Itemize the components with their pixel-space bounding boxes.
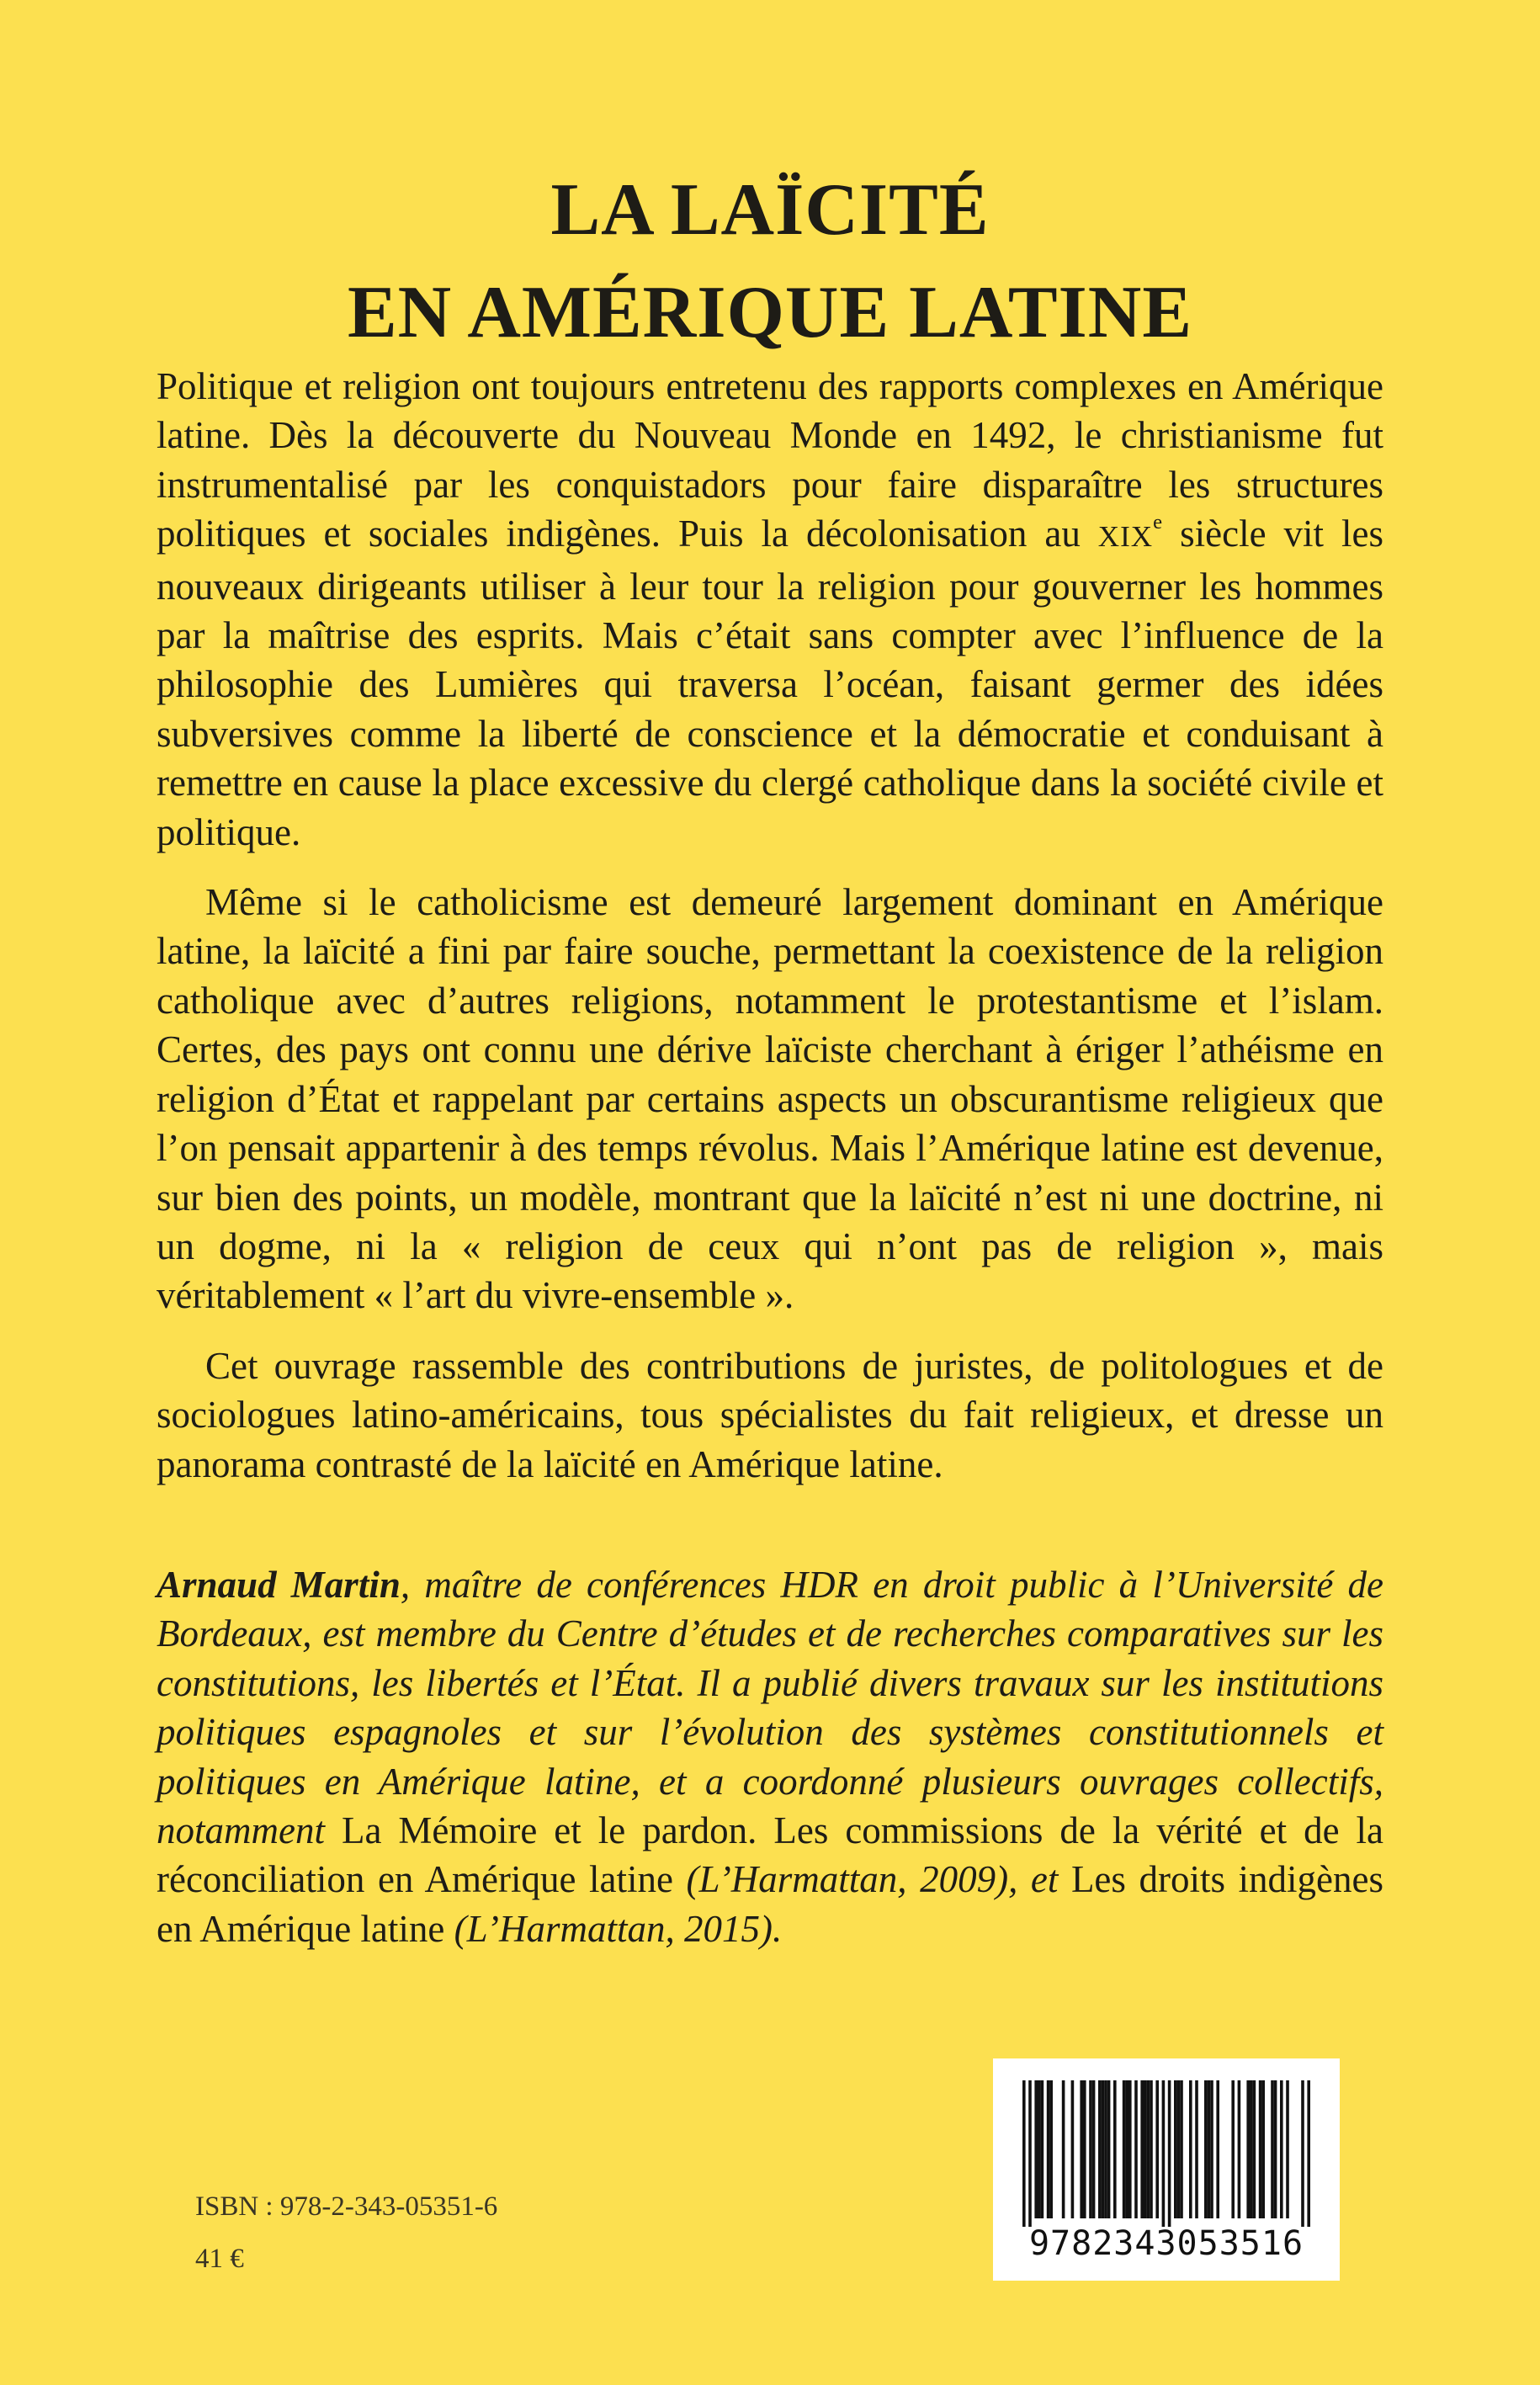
- title-line-1: LA LAÏCITÉ: [550, 168, 990, 251]
- barcode-bars-icon: [993, 2058, 1340, 2227]
- barcode-bar: [1080, 2080, 1083, 2218]
- barcode-bar: [1102, 2080, 1105, 2218]
- barcode-bar: [1047, 2080, 1050, 2218]
- barcode-digits: 9782343053516: [1028, 2224, 1304, 2263]
- barcode-bar: [1123, 2080, 1126, 2218]
- back-cover-blurb: [157, 362, 1383, 1489]
- book-publisher-2: (L’Harmattan, 2015).: [444, 1907, 783, 1950]
- barcode-bar: [1150, 2080, 1153, 2218]
- barcode-bar: [1216, 2080, 1219, 2218]
- blurb-paragraph-1: [157, 362, 1383, 857]
- barcode-bar: [1189, 2080, 1192, 2218]
- barcode-bar: [1238, 2080, 1241, 2218]
- barcode-bar: [1177, 2080, 1181, 2218]
- barcode-bar: [1253, 2080, 1256, 2218]
- barcode-bar: [1180, 2080, 1183, 2218]
- barcode-bar: [1049, 2080, 1053, 2218]
- author-name: Arnaud Martin: [157, 1564, 401, 1606]
- book-title: [0, 159, 1540, 364]
- barcode-bar: [1089, 2080, 1092, 2218]
- barcode-bar: [1107, 2080, 1111, 2218]
- barcode-bar: [1104, 2080, 1107, 2218]
- price-text: 41 €: [195, 2244, 244, 2274]
- barcode-bar: [1195, 2080, 1198, 2218]
- barcode-bar: [1155, 2080, 1159, 2218]
- blurb-p1-end: siècle vit les nouveaux dirigeants utiliser à leur tour la religion pour gouverner les hommes par la maîtrise des esprits. Mais c’était sans compter avec l’influence de la philosophie des Lumières qui traversa l’océan, faisant germer des idées subversives comme la liberté de conscience et la démocratie et conduisant à remettre en cause la place excessive du clergé catholique dans la société civile et politique.: [157, 513, 1383, 853]
- barcode-bar: [1134, 2080, 1138, 2218]
- barcode-bar: [1140, 2080, 1144, 2218]
- barcode-bar: [1174, 2080, 1177, 2218]
- barcode-bar: [1231, 2080, 1235, 2218]
- barcode-bar: [1038, 2080, 1041, 2218]
- barcode-bar: [1301, 2080, 1304, 2227]
- barcode-bar: [1083, 2080, 1086, 2218]
- isbn-text: ISBN : 978-2-343-05351-6: [195, 2191, 498, 2222]
- century-roman-numeral: XIX: [1097, 520, 1154, 554]
- book-publisher-1: (L’Harmattan, 2009), et: [672, 1858, 1071, 1901]
- barcode-bar: [1041, 2080, 1044, 2218]
- barcode-bar: [1071, 2080, 1075, 2218]
- barcode-bar: [1034, 2080, 1038, 2218]
- barcode-bar: [1208, 2080, 1211, 2218]
- barcode-bar: [1022, 2080, 1026, 2227]
- barcode-bar: [1028, 2080, 1032, 2227]
- title-line-2: EN AMÉRIQUE LATINE: [347, 271, 1193, 353]
- barcode-bar: [1259, 2080, 1262, 2218]
- barcode-bar: [1210, 2080, 1213, 2218]
- barcode-bar: [1147, 2080, 1150, 2218]
- barcode-bar: [1144, 2080, 1147, 2218]
- barcode-bar: [1274, 2080, 1277, 2218]
- barcode-bar: [1128, 2080, 1132, 2218]
- book-title-1: La Mémoire et le pardon. Les commissions de la vérité et de la réconciliation en Amérique latine: [157, 1809, 1383, 1901]
- barcode-bar: [1246, 2080, 1250, 2218]
- barcode-bar: [1092, 2080, 1096, 2218]
- blurb-p1-start: Politique et religion ont toujours entretenu des rapports complexes en Amérique latine. Dès la découverte du Nouveau Monde en 1492, le christianisme fut instrumentalisé par les conquistadors pour faire disparaître les structures politiques et sociales indigènes. Puis la décolonisation au: [157, 365, 1383, 555]
- barcode-bar: [1250, 2080, 1253, 2218]
- book-title-2: Les droits indigènes en Amérique latine: [157, 1858, 1383, 1950]
- author-bio: [157, 1560, 1383, 1953]
- barcode-bar: [1098, 2080, 1102, 2218]
- barcode-bar: [1204, 2080, 1208, 2218]
- barcode: [993, 2058, 1340, 2281]
- author-bio-text: , maître de conférences HDR en droit public à l’Université de Bordeaux, est membre du Centre d’études et de recherches comparatives sur les constitutions, les libertés et l’État. Il a publié divers travaux sur les institutions politiques espagnoles et sur l’évolution des systèmes constitutionnels et politiques en Amérique latine, et a coordonné plusieurs ouvrages collectifs, notamment: [157, 1564, 1383, 1852]
- century-superscript: e: [1153, 511, 1163, 534]
- barcode-bar: [1307, 2080, 1310, 2227]
- barcode-bar: [1280, 2080, 1283, 2218]
- barcode-bar: [1286, 2080, 1289, 2218]
- barcode-bar: [1062, 2080, 1065, 2218]
- blurb-paragraph-3: Cet ouvrage rassemble des contributions de juristes, de politologues et de sociologues latino-américains, tous spécialistes du fait religieux, et dresse un panorama contrasté de la laïcité en Amérique latine.: [157, 1344, 1383, 1485]
- barcode-bar: [1168, 2080, 1171, 2227]
- barcode-bar: [1113, 2080, 1117, 2218]
- barcode-bar: [1162, 2080, 1166, 2227]
- blurb-paragraph-2: Même si le catholicisme est demeuré largement dominant en Amérique latine, la laïcité a fini par faire souche, permettant la coexistence de la religion catholique avec d’autres religions, notamment le protestantisme et l’islam. Certes, des pays ont connu une dérive laïciste cherchant à ériger l’athéisme en religion d’État et rappelant par certains aspects un obscurantisme religieux que l’on pensait appartenir à des temps révolus. Mais l’Amérique latine est devenue, sur bien des points, un modèle, montrant que la laïcité n’est ni une doctrine, ni un dogme, ni la « religion de ceux qui n’ont pas de religion », mais véritablement « l’art du vivre-ensemble ».: [157, 881, 1383, 1317]
- barcode-bar: [1271, 2080, 1274, 2218]
- barcode-bar: [1125, 2080, 1128, 2218]
- barcode-bar: [1261, 2080, 1265, 2218]
